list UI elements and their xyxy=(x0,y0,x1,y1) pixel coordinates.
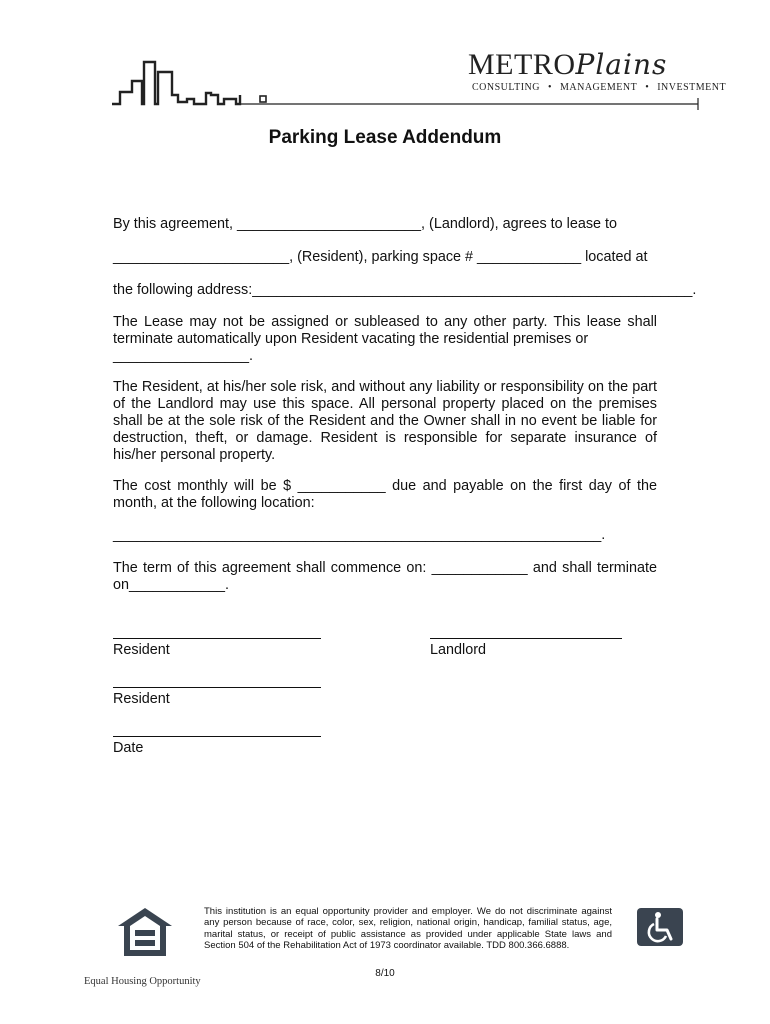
equal-housing-label: Equal Housing Opportunity xyxy=(84,976,201,987)
tagline-management: MANAGEMENT xyxy=(559,82,638,93)
document-title: Parking Lease Addendum xyxy=(268,127,502,148)
date-label: Date xyxy=(113,740,144,756)
tagline-investment: INVESTMENT xyxy=(657,82,727,93)
assignment-paragraph xyxy=(113,314,657,365)
location-blank: _____________________________________________________________. xyxy=(113,527,606,543)
equal-housing-house-icon xyxy=(116,906,174,958)
term-paragraph: The term of this agreement shall commence on: ____________ and shall terminate on____________. xyxy=(113,560,657,593)
agreement-line-2: ______________________, (Resident), parking space # _____________ located at xyxy=(113,249,648,265)
cost-paragraph: The cost monthly will be $ ___________ due and payable on the first day of the month, at the following location: xyxy=(113,478,657,511)
date-line xyxy=(113,736,321,737)
agreement-line-3: the following address:_______________________________________________________. xyxy=(113,282,697,298)
agreement-line-1: By this agreement, _______________________, (Landlord), agrees to lease to xyxy=(113,216,618,232)
equal-opportunity-notice: This institution is an equal opportunity provider and employer. We do not discriminate against any person because of race, color, sex, religion, national origin, handicap, familial status, age, marital status, or receipt of public assistance as provided under applicable State laws and Section 504 of the Rehabilitation Act of 1973 coordinator available. TDD 800.366.6888. xyxy=(204,906,612,952)
page-number: 8/10 xyxy=(375,968,395,979)
resident-2-signature-line xyxy=(113,687,321,688)
logo-wordmark xyxy=(468,48,667,82)
liability-paragraph: The Resident, at his/her sole risk, and without any liability or responsibility on the part of the Landlord may use this space. All personal property placed on the premises shall be at the sole risk of the Resident and the Owner shall in no event be liable for destruction, theft, or damage. Resident is responsible for separate insurance of his/her personal property. xyxy=(113,379,657,463)
landlord-signature-line xyxy=(430,638,622,639)
landlord-label: Landlord xyxy=(430,642,487,658)
tagline-consulting: CONSULTING xyxy=(472,82,540,93)
assignment-text: The Lease may not be assigned or subleased to any other party. This lease shall terminate automatically upon Resident vacating the residential premises or xyxy=(113,314,657,347)
logo-tagline xyxy=(472,82,726,93)
resident-signature-line xyxy=(113,638,321,639)
resident-label: Resident xyxy=(113,642,170,658)
wheelchair-accessibility-icon xyxy=(637,908,683,946)
assignment-blank: _________________. xyxy=(113,348,254,364)
tagline-bullet: • xyxy=(645,82,650,93)
resident-2-label: Resident xyxy=(113,691,170,707)
logo-plains: Plains xyxy=(575,48,668,81)
tagline-bullet: • xyxy=(547,82,552,93)
logo-metro: METRO xyxy=(468,48,576,81)
